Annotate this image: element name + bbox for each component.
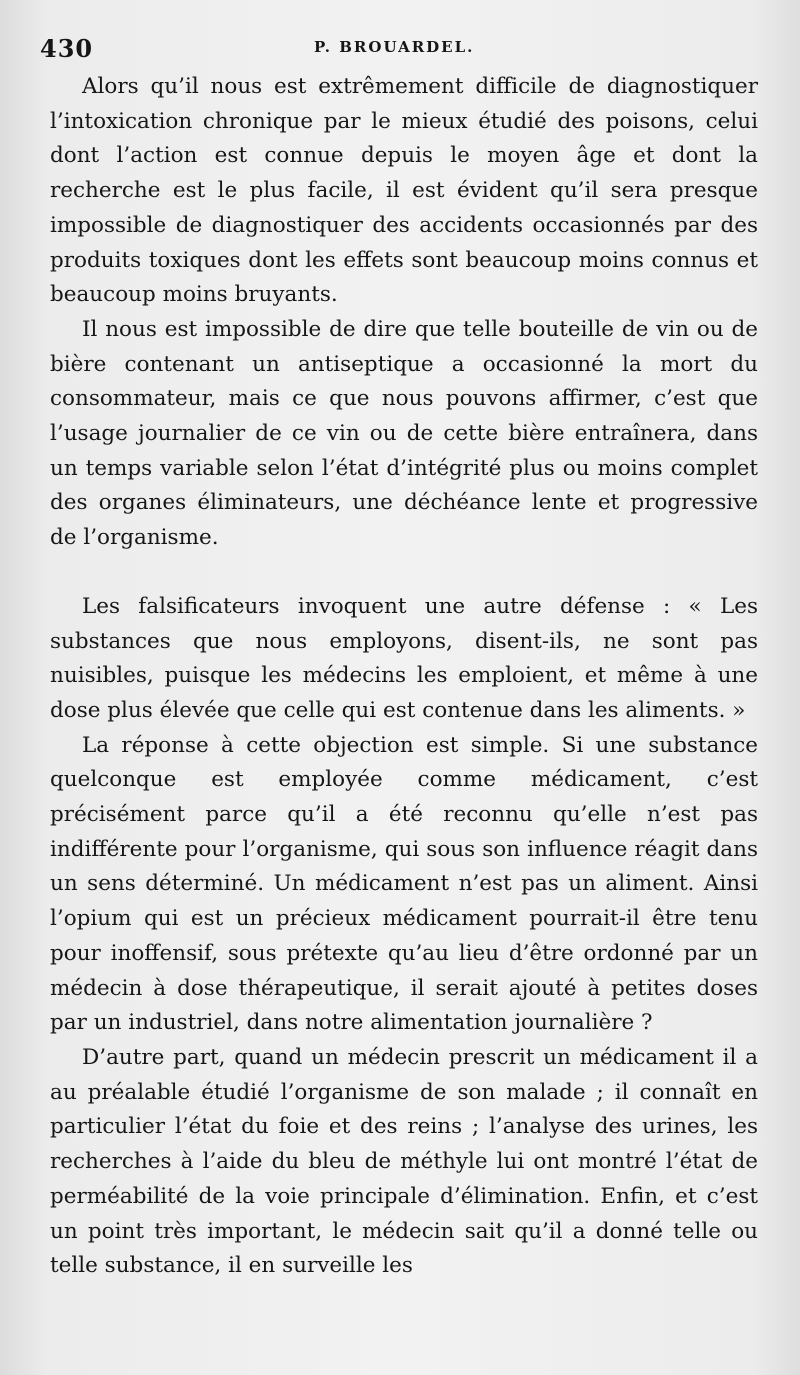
paragraph-5: D’autre part, quand un médecin prescrit un médicament il a au préalable étudié l’organisme de son malade ; il connaît en particulier l’état du foie et des reins ; l’analyse des urines, les recherches à l’aide du bleu de méthyle lui ont montré l’état de perméabilité de la voie principale d’élimination. Enfin, et c’est un point très important, le médecin sait qu’il a donné telle ou telle substance, il en surveille les [50, 1044, 758, 1279]
body-text [50, 70, 758, 1284]
paragraph-1: Alors qu’il nous est extrêmement difficile de diagnostiquer l’intoxication chronique par le mieux étudié des poisons, celui dont l’action est connue depuis le moyen âge et dont la recherche est le plus facile, il est évident qu’il sera presque impossible de diagnostiquer des accidents occasionnés par des produits toxiques dont les effets sont beaucoup moins connus et beaucoup moins bruyants. [50, 74, 758, 308]
paragraph-3: Les falsificateurs invoquent une autre défense : « Les substances que nous employons, disent-ils, ne sont pas nuisibles, puisque les médecins les emploient, et même à une dose plus élevée que celle qui est contenue dans les aliments. » [50, 593, 758, 723]
page-number: 430 [40, 34, 94, 63]
paragraph-2: Il nous est impossible de dire que telle bouteille de vin ou de bière contenant un antiseptique a occasionné la mort du consommateur, mais ce que nous pouvons affirmer, c’est que l’usage journalier de ce vin ou de cette bière entraînera, dans un temps variable selon l’état d’intégrité plus ou moins complet des organes éliminateurs, une déchéance lente et progressive de l’organisme. [50, 316, 758, 551]
page-header [40, 34, 760, 64]
paragraph-4: La réponse à cette objection est simple. Si une substance quelconque est employée comme médicament, c’est précisément parce qu’il a été reconnu qu’elle n’est pas indifférente pour l’organisme, qui sous son influence réagit dans un sens déterminé. Un médicament n’est pas un aliment. Ainsi l’opium qui est un précieux médicament pourrait-il être tenu pour inoffensif, sous prétexte qu’au lieu d’être ordonné par un médecin à dose thérapeutique, il serait ajouté à petites doses par un industriel, dans notre alimentation journalière ? [50, 732, 758, 1036]
running-head: P. BROUARDEL. [314, 38, 475, 56]
